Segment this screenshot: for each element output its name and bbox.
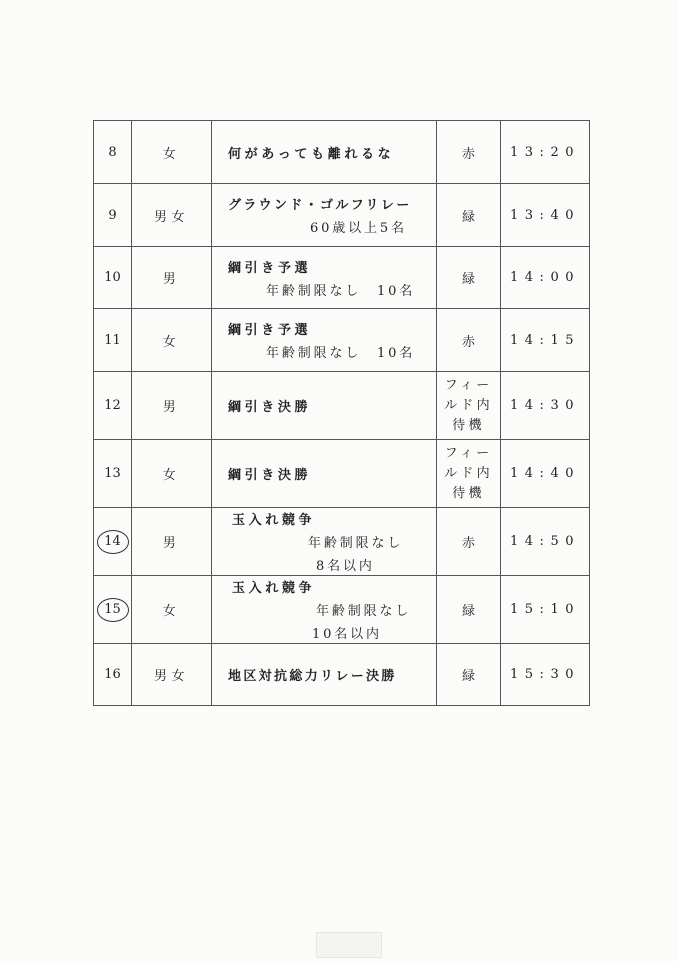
- event-condition: 年齢制限なし 10名: [266, 283, 416, 299]
- position-line: フィー: [444, 377, 493, 393]
- position-line: 待機: [452, 417, 485, 433]
- event-number: 9: [94, 184, 132, 247]
- position-line: フィー: [444, 445, 493, 461]
- start-time: 14:30: [501, 372, 590, 440]
- participant-sex: 男: [132, 372, 212, 440]
- table-row: [94, 247, 590, 309]
- event-program-table: [93, 120, 590, 706]
- circled-event-number: 15: [97, 598, 129, 622]
- event-name: 地区対抗総力リレー決勝: [228, 669, 397, 684]
- position-line: ルド内: [444, 397, 493, 413]
- event-number: 10: [94, 247, 132, 309]
- page-footer-mark: [316, 932, 382, 958]
- event-condition: 8名以内: [316, 559, 375, 574]
- table-row: [94, 309, 590, 372]
- event-name: 綱引き決勝: [228, 400, 312, 415]
- start-time: 14:00: [501, 247, 590, 309]
- participant-sex: 男女: [132, 644, 212, 706]
- start-time: 14:50: [501, 508, 590, 576]
- start-time: 13:40: [501, 184, 590, 247]
- event-number: 8: [94, 121, 132, 184]
- team-position: [437, 372, 501, 440]
- start-time: 15:30: [501, 644, 590, 706]
- event-condition: 10名以内: [312, 627, 382, 642]
- event-number: 11: [94, 309, 132, 372]
- event-name: 綱引き予選: [228, 323, 312, 338]
- event-number-cell: [94, 508, 132, 576]
- event-number: 13: [94, 440, 132, 508]
- event-cell: [212, 184, 437, 247]
- event-condition: 年齢制限なし: [316, 604, 412, 619]
- team-position: [437, 440, 501, 508]
- table-row: [94, 576, 590, 644]
- team-color: 緑: [437, 247, 501, 309]
- circled-event-number: 14: [97, 530, 129, 554]
- team-color: 赤: [437, 121, 501, 184]
- event-number: 16: [94, 644, 132, 706]
- participant-sex: 女: [132, 121, 212, 184]
- event-name: 玉入れ競争: [232, 513, 316, 528]
- event-name: 綱引き予選: [228, 260, 312, 276]
- team-color: 緑: [437, 184, 501, 247]
- event-cell: [212, 121, 437, 184]
- participant-sex: 女: [132, 440, 212, 508]
- event-cell: [212, 644, 437, 706]
- event-name: 何があっても離れるな: [228, 146, 395, 162]
- participant-sex: 男女: [132, 184, 212, 247]
- start-time: 13:20: [501, 121, 590, 184]
- event-name: 綱引き決勝: [228, 468, 312, 483]
- participant-sex: 男: [132, 508, 212, 576]
- position-line: 待機: [452, 485, 485, 501]
- participant-sex: 男: [132, 247, 212, 309]
- position-line: ルド内: [444, 465, 493, 481]
- start-time: 15:10: [501, 576, 590, 644]
- event-cell: [212, 247, 437, 309]
- event-cell: [212, 440, 437, 508]
- event-condition: 年齢制限なし 10名: [266, 346, 416, 361]
- team-color: 緑: [437, 576, 501, 644]
- event-cell: [212, 372, 437, 440]
- event-number-cell: [94, 576, 132, 644]
- team-color: 赤: [437, 508, 501, 576]
- event-number: 12: [94, 372, 132, 440]
- team-color: 緑: [437, 644, 501, 706]
- event-condition: 60歳以上5名: [310, 221, 407, 236]
- table-row: [94, 508, 590, 576]
- participant-sex: 女: [132, 576, 212, 644]
- table-row: [94, 121, 590, 184]
- start-time: 14:15: [501, 309, 590, 372]
- table-row: [94, 440, 590, 508]
- event-name: 玉入れ競争: [232, 581, 316, 596]
- team-color: 赤: [437, 309, 501, 372]
- table-row: [94, 644, 590, 706]
- event-cell: [212, 309, 437, 372]
- event-cell: [212, 508, 437, 576]
- table-row: [94, 372, 590, 440]
- table-row: [94, 184, 590, 247]
- start-time: 14:40: [501, 440, 590, 508]
- event-condition: 年齢制限なし: [308, 536, 404, 551]
- event-name: グラウンド・ゴルフリレー: [228, 198, 412, 213]
- event-cell: [212, 576, 437, 644]
- participant-sex: 女: [132, 309, 212, 372]
